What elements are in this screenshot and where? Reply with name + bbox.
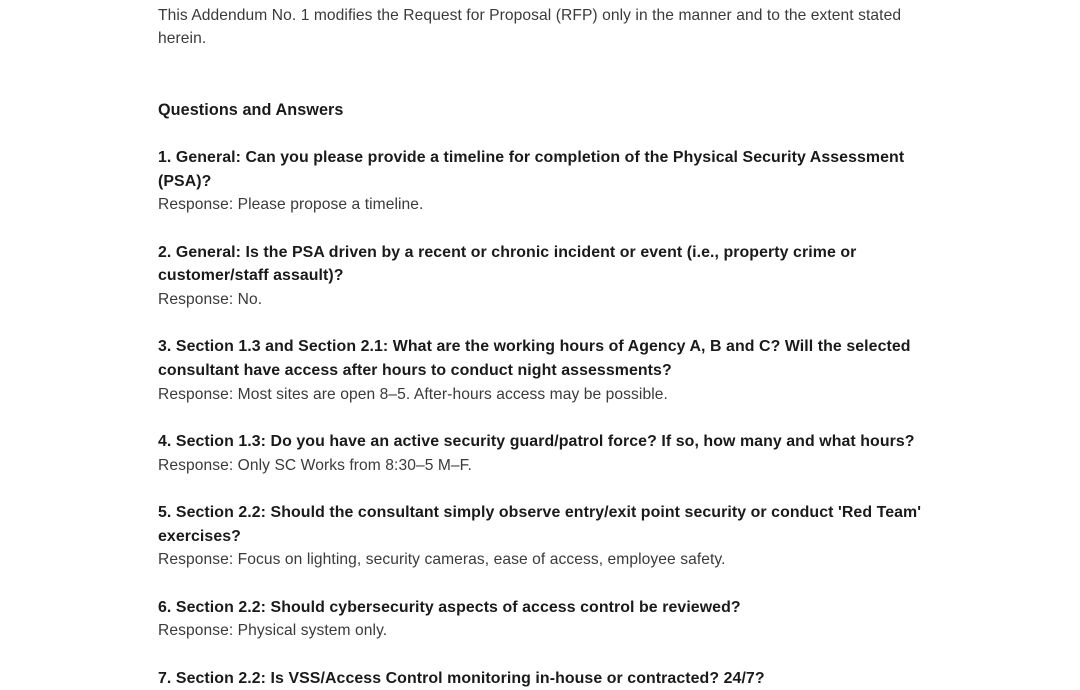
qa-block	[158, 146, 922, 217]
qa-block	[158, 596, 922, 643]
section-heading-questions-and-answers: Questions and Answers	[158, 100, 344, 119]
qa-response: Response: Focus on lighting, security cameras, ease of access, employee safety.	[158, 551, 726, 569]
intro-paragraph: This Addendum No. 1 modifies the Request for Proposal (RFP) only in the manner and to the extent stated herein.	[158, 7, 902, 48]
qa-response: Response: Physical system only.	[158, 622, 388, 640]
qa-response: Response: Please propose a timeline.	[158, 196, 424, 214]
qa-question: 2. General: Is the PSA driven by a recent or chronic incident or event (i.e., property crime or customer/staff assault)?	[158, 243, 857, 285]
qa-question: 4. Section 1.3: Do you have an active security guard/patrol force? If so, how many and what hours?	[158, 433, 915, 450]
qa-block	[158, 335, 922, 406]
qa-response: Response: No.	[158, 291, 263, 308]
qa-block	[158, 501, 922, 572]
qa-response: Response: Most sites are open 8–5. After-hours access may be possible.	[158, 385, 668, 403]
qa-block	[158, 430, 922, 477]
qa-question: 1. General: Can you please provide a timeline for completion of the Physical Security Assessment (PSA)?	[158, 149, 905, 190]
qa-block-clipped	[158, 667, 922, 690]
qa-question: 6. Section 2.2: Should cybersecurity aspects of access control be reviewed?	[158, 598, 741, 616]
qa-question: 5. Section 2.2: Should the consultant simply observe entry/exit point security or conduct 'Red Team' exercises?	[158, 504, 922, 545]
qa-question: 3. Section 1.3 and Section 2.1: What are the working hours of Agency A, B and C? Will the selected consultant have access after hours to conduct night assessments?	[158, 338, 911, 379]
qa-block	[158, 241, 922, 312]
qa-response: Response: Only SC Works from 8:30–5 M–F.	[158, 456, 472, 474]
document-text-column	[158, 4, 922, 690]
qa-question: 7. Section 2.2: Is VSS/Access Control monitoring in-house or contracted? 24/7?	[158, 669, 765, 687]
